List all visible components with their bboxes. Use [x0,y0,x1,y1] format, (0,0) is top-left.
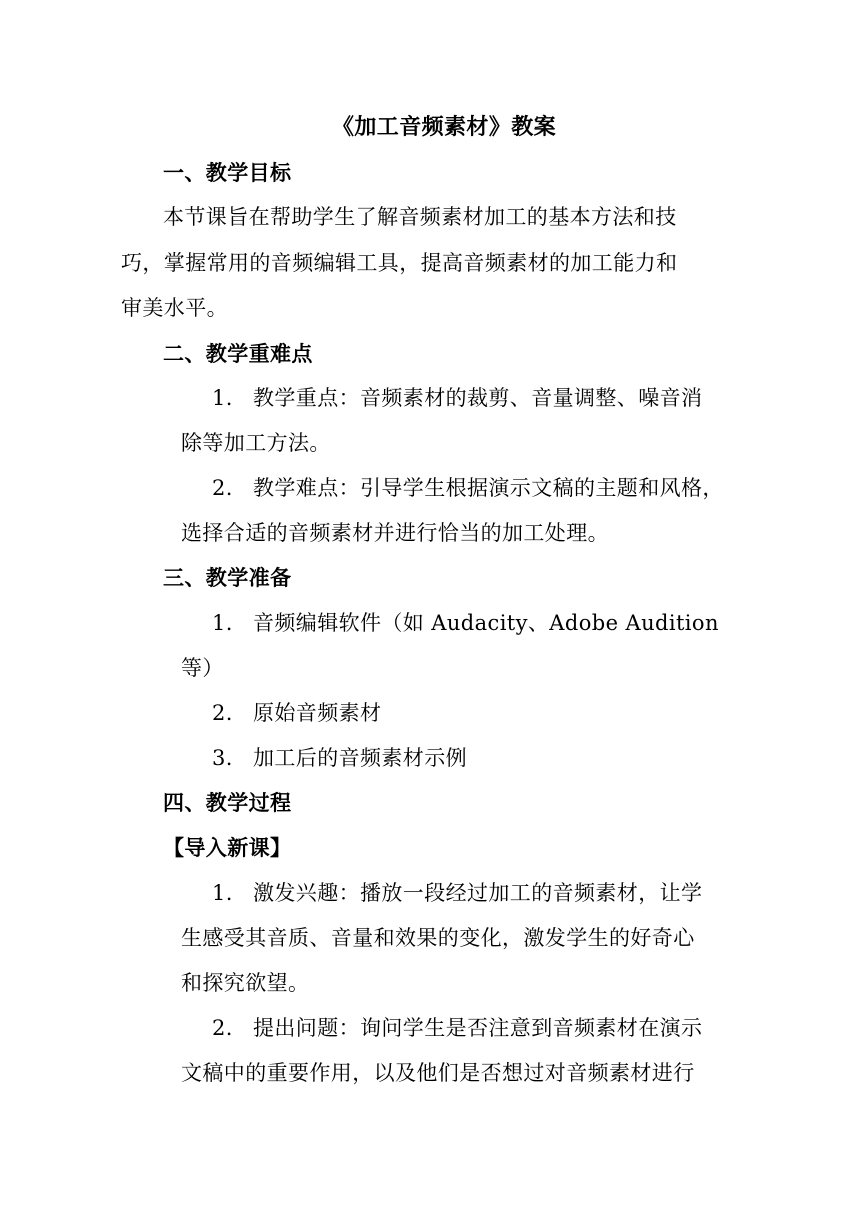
preparation-item-3 [212,743,467,773]
item-number: 1. [212,611,233,635]
item-number: 2. [212,701,233,725]
subsection-heading-introduction: 【导入新课】 [163,836,292,860]
section-heading-process: 四、教学过程 [163,791,292,815]
preparation-item-1-continuation: 等） [181,656,224,680]
key-point-item-2-continuation: 选择合适的音频素材并进行恰当的加工处理。 [181,521,609,545]
item-text: 教学重点：音频素材的裁剪、音量调整、噪音消 [253,386,703,410]
item-text: 激发兴趣：播放一段经过加工的音频素材，让学 [253,881,703,905]
item-text: 加工后的音频素材示例 [253,746,467,770]
item-text: 音频编辑软件（如 Audacity、Adobe Audition [253,611,719,635]
key-point-item-1 [212,383,702,413]
objectives-line-1: 本节课旨在帮助学生了解音频素材加工的基本方法和技 [163,205,677,229]
item-number: 1. [212,386,233,410]
item-text: 教学难点：引导学生根据演示文稿的主题和风格， [253,476,724,500]
preparation-item-2 [212,698,381,728]
process-item-2-continuation: 文稿中的重要作用，以及他们是否想过对音频素材进行 [181,1061,695,1085]
item-number: 2. [212,476,233,500]
document-title: 《加工音频素材》教案 [332,115,557,140]
item-number: 3. [212,746,233,770]
objectives-line-2: 巧，掌握常用的音频编辑工具，提高音频素材的加工能力和 [121,251,678,275]
section-heading-key-points: 二、教学重难点 [163,342,313,366]
item-text: 原始音频素材 [253,701,382,725]
key-point-item-1-continuation: 除等加工方法。 [181,431,331,455]
preparation-item-1 [212,608,719,638]
key-point-item-2 [212,473,724,503]
process-item-2 [212,1013,702,1043]
item-number: 2. [212,1016,233,1040]
section-heading-objectives: 一、教学目标 [163,161,292,185]
item-number: 1. [212,881,233,905]
process-item-1-continuation-1: 生感受其音质、音量和效果的变化，激发学生的好奇心 [181,926,695,950]
process-item-1 [212,878,702,908]
objectives-line-3: 审美水平。 [121,296,228,320]
section-heading-preparation: 三、教学准备 [163,566,292,590]
item-text: 提出问题：询问学生是否注意到音频素材在演示 [253,1016,703,1040]
process-item-1-continuation-2: 和探究欲望。 [181,971,310,995]
